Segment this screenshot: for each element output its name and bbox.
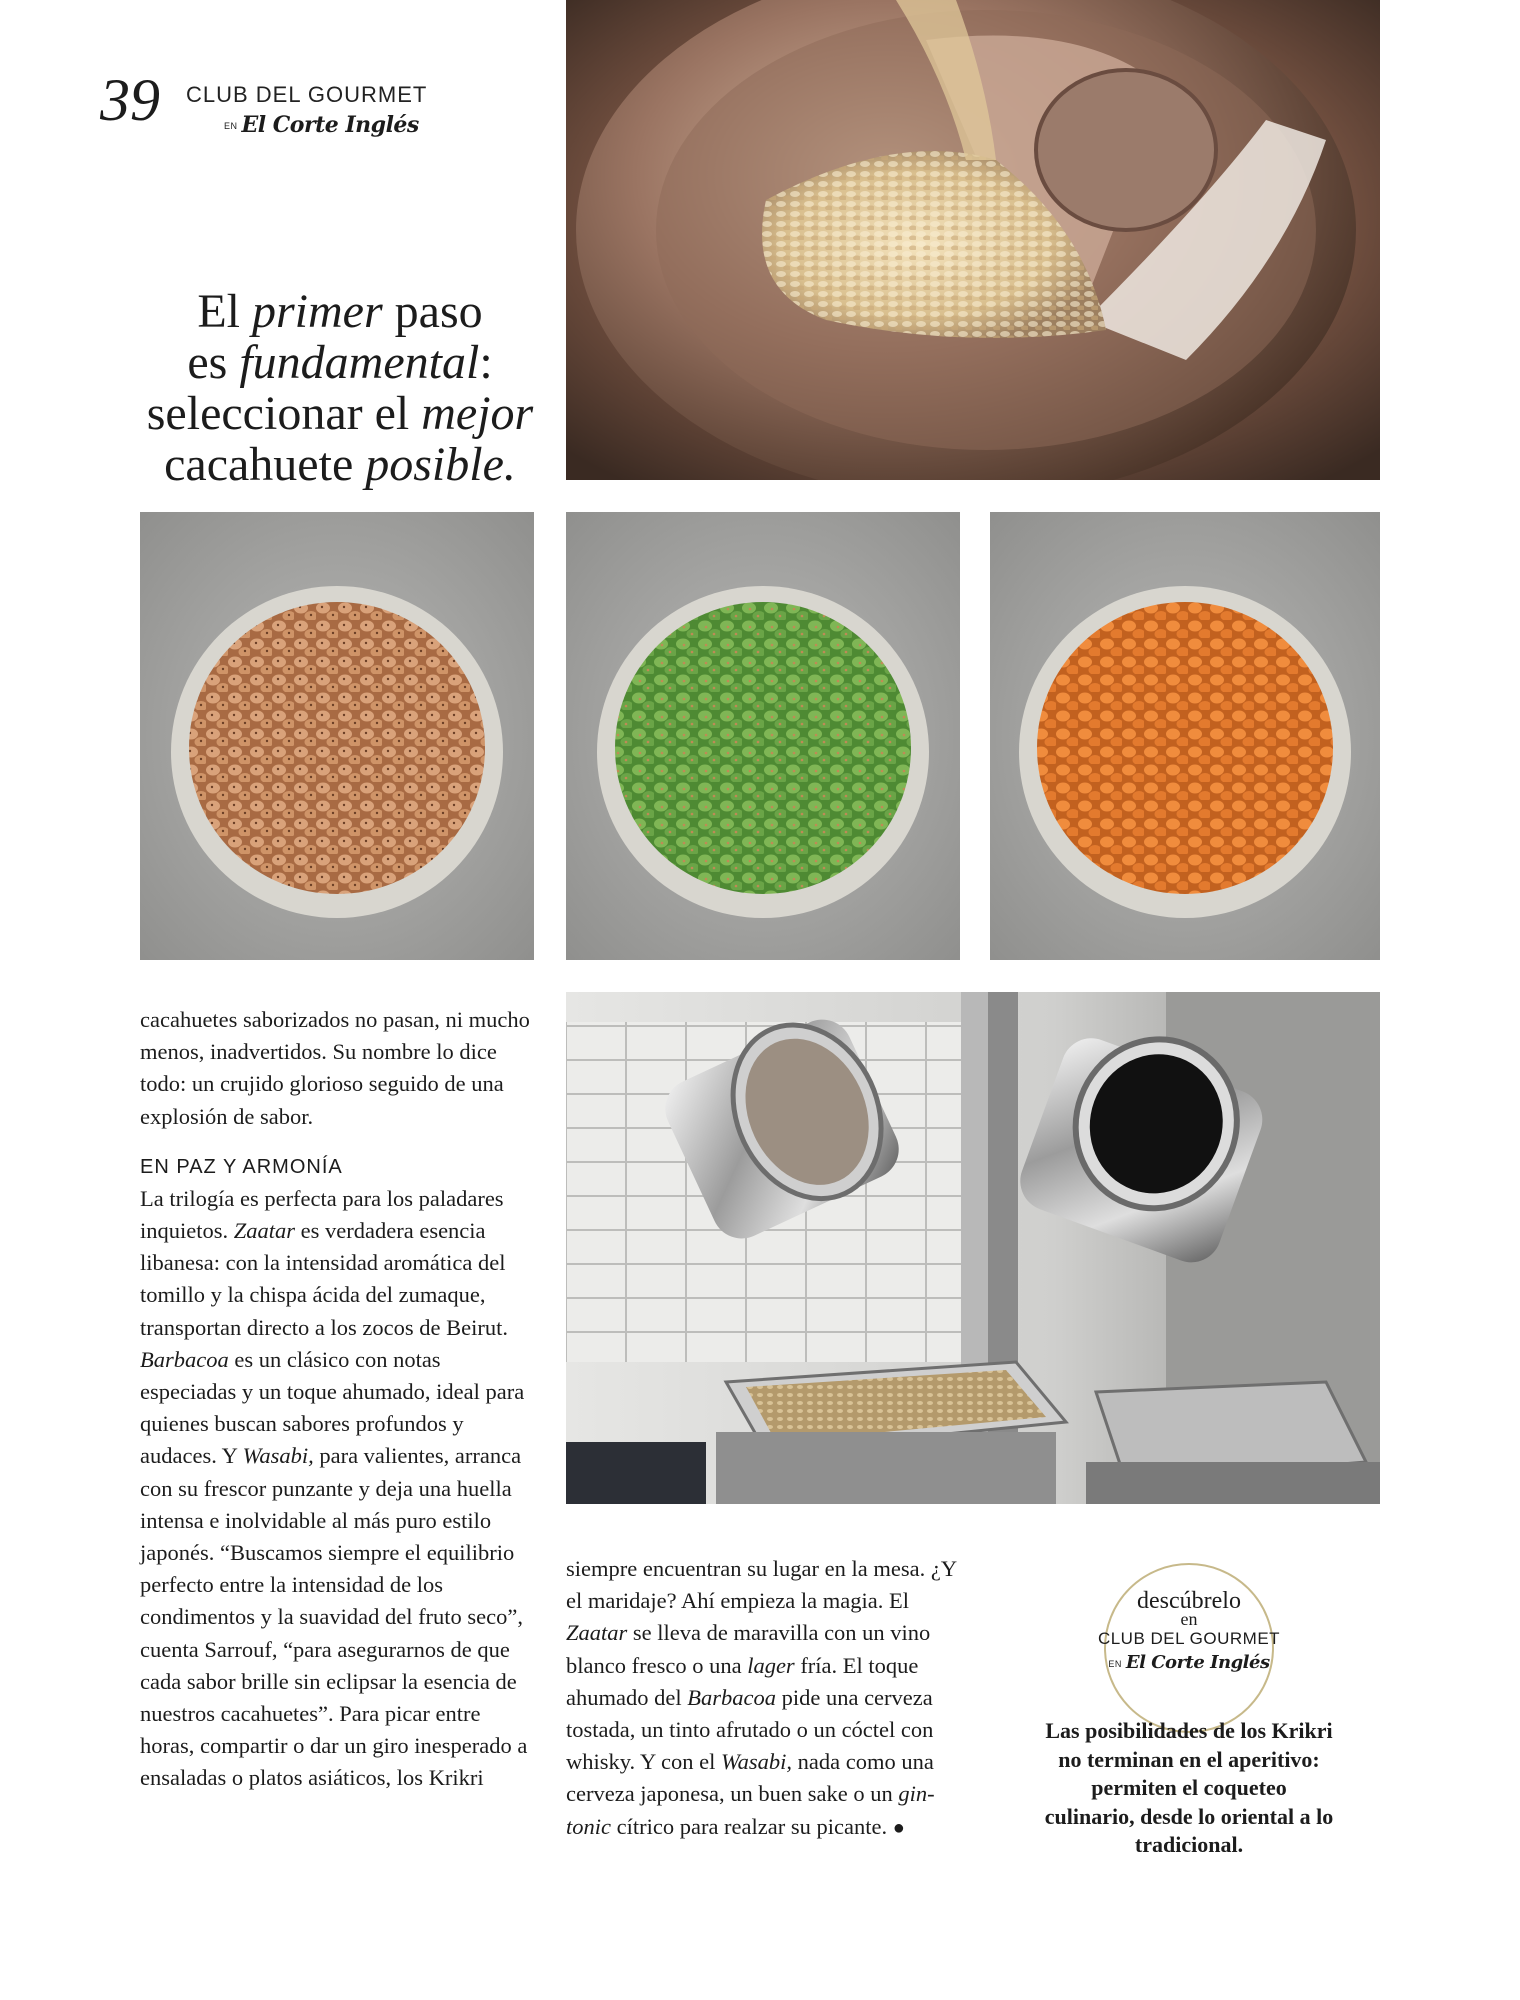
article-column-2 <box>566 1553 970 1844</box>
badge-logo: EN El Corte Inglés <box>1108 1652 1270 1673</box>
machinery-photo <box>566 992 1380 1504</box>
pull-quote-line: cacahuete posible. <box>164 438 516 491</box>
section-heading: EN PAZ Y ARMONÍA <box>140 1155 343 1178</box>
pull-quote-line: seleccionar el mejor <box>146 387 534 440</box>
photo-caption: Las posibilidades de los Krikri no terminan en el aperitivo: permiten el coqueteo culinario, desde lo oriental a lo tradicional. <box>1044 1718 1334 1858</box>
page-number: 39 <box>100 67 160 133</box>
pull-quote <box>120 286 560 490</box>
badge-line: descúbrelo <box>1137 1588 1241 1614</box>
badge-line: en <box>1180 1609 1198 1629</box>
brand-store: El Corte Inglés <box>241 112 419 138</box>
end-mark-icon: ● <box>892 1816 905 1839</box>
drum-photo <box>566 0 1380 480</box>
brand-logo <box>224 108 419 140</box>
paragraph: siempre encuentran su lugar en la mesa. ¿Y el maridaje? Ahí empieza la magia. El Zaatar se lleva de maravilla con un vino blanco fresco o una lager fría. El toque ahumado del Barbacoa pide una cerveza tostada, un tinto afrutado o un cóctel con whisky. Y con el Wasabi, nada como una cerveza japonesa, un buen sake o un gin-tonic cítrico para realzar su picante. ● <box>566 1556 957 1839</box>
paragraph: La trilogía es perfecta para los paladares inquietos. Zaatar es verdadera esencia libanesa: con la intensidad aromática del tomillo y la chispa ácida del zumaque, transportan directo a los zocos de Beirut. Barbacoa es un clásico con notas especiadas y un toque ahumado, ideal para quienes buscan sabores profundos y audaces. Y Wasabi, para valientes, arranca con su frescor punzante y deja una huella intensa e inolvidable al más puro estilo japonés. “Buscamos siempre el equilibrio perfecto entre la intensidad de los condimentos y la suavidad del fruto seco”, cuenta Sarrouf, “para asegurarnos de que cada sabor brille sin eclipsar la esencia de nuestros cacahuetes”. Para picar entre horas, compartir o dar un giro inesperado a ensaladas o platos asiáticos, los Krikri <box>140 1185 528 1791</box>
pull-quote-line: El primer paso <box>197 285 483 338</box>
zaatar-bowl-photo <box>140 512 534 960</box>
barbacoa-bowl-photo <box>990 512 1380 960</box>
pull-quote-line: es fundamental: <box>187 336 493 389</box>
club-gourmet-badge <box>1097 1563 1281 1733</box>
brand-title: CLUB DEL GOURMET <box>186 82 428 107</box>
wasabi-bowl-photo <box>566 512 960 960</box>
paragraph: cacahuetes saborizados no pasan, ni mucho menos, inadvertidos. Su nombre lo dice todo: un crujido glorioso seguido de una explosión de sabor. <box>140 1007 530 1129</box>
article-column-1 <box>140 1004 538 1795</box>
brand-en: EN <box>224 120 238 131</box>
badge-title: CLUB DEL GOURMET <box>1097 1629 1281 1648</box>
